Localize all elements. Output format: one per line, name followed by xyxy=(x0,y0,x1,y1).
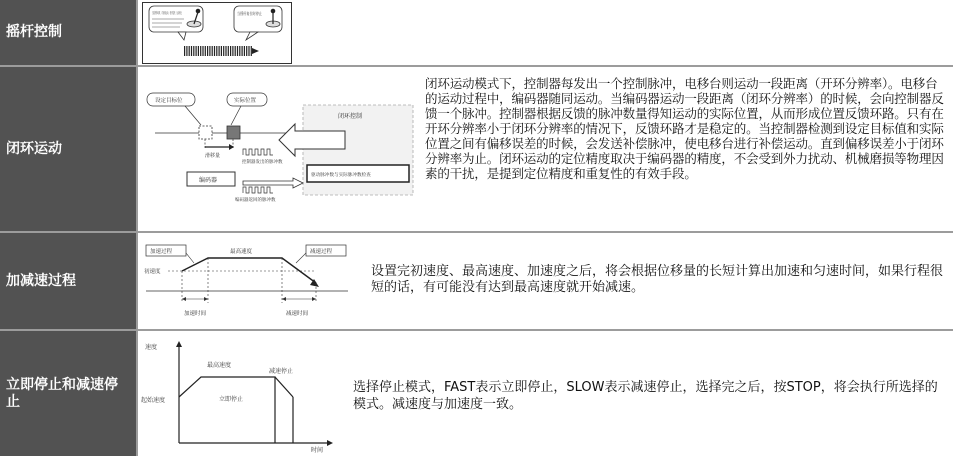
displacement-label: 滑移量 xyxy=(205,153,221,159)
row-label-stop-modes: 立即停止和减速停止 xyxy=(0,331,136,456)
accel-label: 加速过程 xyxy=(150,249,173,255)
speed-profile xyxy=(179,377,275,443)
pulse-bar xyxy=(207,46,208,56)
max-speed-label: 最高速度 xyxy=(230,249,253,255)
accel-decel-figure xyxy=(144,241,350,327)
closed-loop-title: 闭环控制 xyxy=(338,113,363,120)
pulse-bar xyxy=(200,46,201,56)
pulse-bar xyxy=(191,46,192,56)
pulse-bar xyxy=(228,46,229,56)
start-speed-label: 起始速度 xyxy=(141,397,166,404)
controller-pulse-train xyxy=(243,149,273,155)
closed-loop-description: 闭环运动模式下，控制器每发出一个控制脉冲，电移台则运动一段距离（开环分辨率）。电移台的运动过程中，编码器随同运动。当编码器运动一段距离（闭环分辨率）的时候，会向控制器反馈一个脉冲。控制器根据反馈的脉冲数量得知运动的实际位置，从而形成位置反馈环路。只有在开环分辨率小于闭环分辨率的情况下，反馈环路才是稳定的。当控制器检测到设定目标值和实际位置之间有偏移误差的时候，会发送补偿脉冲，使电移台进行补偿运动。直到偏移误差小于闭环分辨率为止。闭环运动的定位精度取决于编码器的精度，不会受到外力扰动、机械磨损等物理因素的干扰，是提到定位精度和重复性的有效手段。 xyxy=(425,76,944,181)
decel-label: 减速过程 xyxy=(310,249,333,255)
pulse-bar xyxy=(184,46,185,56)
decel-stop-label: 减速停止 xyxy=(269,368,294,375)
pulse-bar xyxy=(225,46,226,56)
pulse-bar xyxy=(209,46,210,56)
accel-time-label: 加速时间 xyxy=(184,311,207,317)
pulse-bar xyxy=(239,46,240,56)
pulse-bar xyxy=(244,46,245,56)
row-stop-modes xyxy=(0,331,953,456)
pulse-bar xyxy=(196,46,197,56)
pulse-bar xyxy=(189,46,190,56)
controller-pulse-label: 控制器发出的脉冲数 xyxy=(242,160,283,165)
pulse-bar xyxy=(251,46,252,56)
pulse-bar xyxy=(235,46,236,56)
pulse-bar xyxy=(223,46,224,56)
pulse-bar xyxy=(198,46,199,56)
x-axis-label: 时间 xyxy=(311,447,324,453)
column-divider xyxy=(136,331,138,456)
closed-loop-figure xyxy=(143,87,418,205)
row-label-accel-decel: 加减速过程 xyxy=(0,233,136,329)
row-label-closed-loop: 闭环运动 xyxy=(0,67,136,231)
joystick-figure xyxy=(142,2,292,64)
pulse-bar xyxy=(230,46,231,56)
encoder-arrow xyxy=(243,178,303,188)
pulse-bar xyxy=(232,46,233,56)
actual-label: 实际位置 xyxy=(234,98,257,104)
pulse-wave xyxy=(243,187,273,193)
pulse-bar xyxy=(212,46,213,56)
bubble-left-text xyxy=(152,10,182,15)
velocity-profile xyxy=(182,258,316,283)
pulse-bar xyxy=(237,46,238,56)
pulse-bar xyxy=(214,46,215,56)
pulse-bar xyxy=(219,46,220,56)
encoder-label: 编码器 xyxy=(199,177,218,184)
column-divider xyxy=(136,233,138,329)
pulse-bar xyxy=(205,46,206,56)
row-joystick xyxy=(0,0,953,67)
bubble-right-text: 当摇杆复位时停止 xyxy=(237,11,269,16)
accel-decel-description: 设置完初速度、最高速度、加速度之后，将会根据位移量的长短计算出加速和匀速时间，如果行程很短的话，有可能没有达到最高速度就开始减速。 xyxy=(371,264,944,295)
feedback-pulse-label: 编码器返回的脉冲数 xyxy=(235,198,276,203)
target-position-box xyxy=(199,126,212,139)
max-speed-label-stop: 最高速度 xyxy=(207,362,232,369)
pulse-bar xyxy=(248,46,249,56)
column-divider xyxy=(136,67,138,231)
stop-modes-figure xyxy=(141,339,341,453)
row-accel-decel xyxy=(0,233,953,331)
y-axis-label: 速度 xyxy=(145,344,158,351)
pulse-bar xyxy=(221,46,222,56)
target-label: 设定目标位 xyxy=(155,98,183,104)
instant-stop-label: 立即停止 xyxy=(219,396,244,403)
pulse-bar xyxy=(242,46,243,56)
decel-time-label: 减速时间 xyxy=(286,311,309,317)
column-divider xyxy=(136,0,138,65)
pulse-bar xyxy=(186,46,187,56)
init-speed-label: 初速度 xyxy=(144,269,161,275)
stop-modes-description: 选择停止模式，FAST表示立即停止，SLOW表示减速停止，选择完之后，按STOP，将会执行所选择的模式。减速度与加速度一致。 xyxy=(353,380,938,412)
pulse-bar xyxy=(216,46,217,56)
decel-stop-ramp xyxy=(275,377,293,397)
pulse-wave xyxy=(243,149,273,155)
actual-position-box xyxy=(227,126,240,139)
pulse-bar xyxy=(246,46,247,56)
pulse-bar xyxy=(193,46,194,56)
pulse-bar xyxy=(202,46,203,56)
row-label-joystick: 摇杆控制 xyxy=(0,0,136,65)
row-closed-loop xyxy=(0,67,953,233)
compare-label: 驱动脉冲数与实际脉冲数检查 xyxy=(311,173,371,178)
feedback-pulse-train xyxy=(243,187,273,193)
